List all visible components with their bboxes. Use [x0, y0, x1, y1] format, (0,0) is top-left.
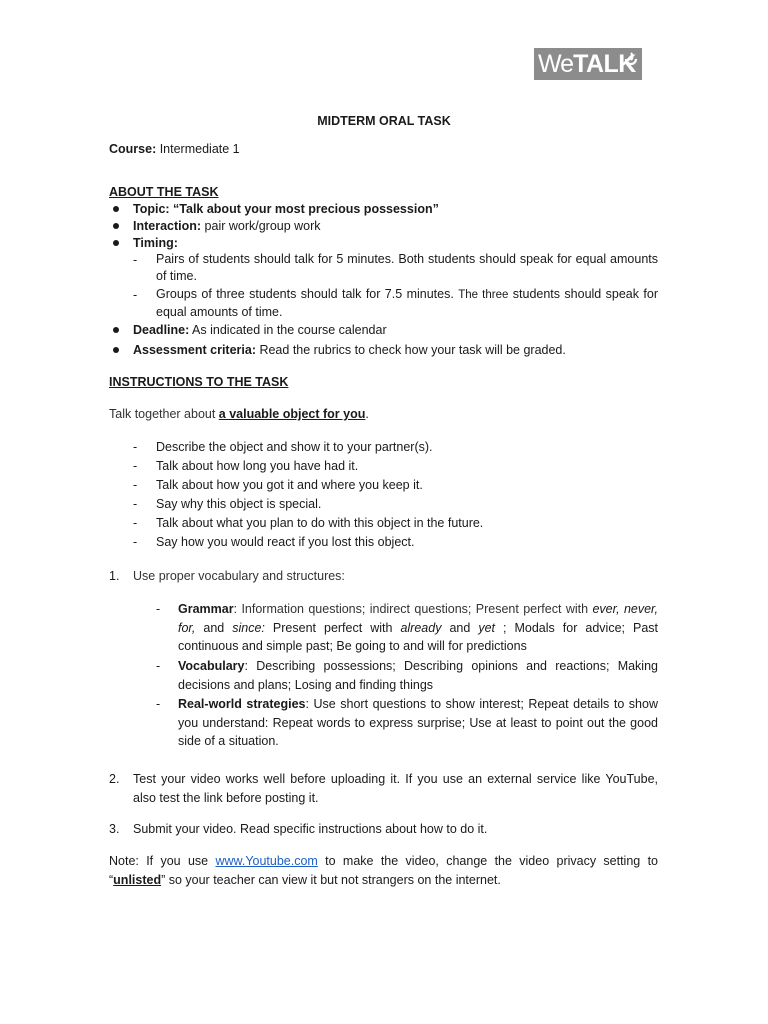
youtube-link[interactable]: www.Youtube.com [215, 854, 318, 868]
about-heading: ABOUT THE TASK [109, 185, 219, 199]
list-item: Talk about how you got it and where you keep it. [156, 478, 423, 492]
instructions-intro: Talk together about a valuable object for you. [109, 407, 369, 421]
topic-line: Topic: “Talk about your most precious possession” [133, 202, 439, 216]
step1-text: Use proper vocabulary and structures: [133, 569, 345, 583]
step1-number: 1. [109, 569, 120, 583]
timing-pairs: Pairs of students should talk for 5 minutes. Both students should speak for equal amounts of time. [156, 252, 658, 283]
dash-marker: - [156, 602, 161, 616]
note-paragraph: Note: If you use www.Youtube.com to make the video, change the video privacy setting to “unlisted” so your teacher can view it but not strangers on the internet. [109, 854, 658, 887]
logo-text: WeTALK [538, 50, 636, 78]
interaction-line: Interaction: pair work/group work [133, 219, 321, 233]
grammar-item: Grammar: Information questions; indirect questions; Present perfect with ever, never, for, and since: Present perfect with already and yet ; Modals for advice; Past continuous and simple past; Be going to and will for predictions [178, 602, 659, 653]
bullet-icon [113, 347, 119, 353]
step2-number: 2. [109, 772, 120, 786]
dash-marker: - [133, 253, 138, 267]
bullet-icon [113, 327, 119, 333]
dash-marker: - [133, 478, 138, 492]
dash-marker: - [156, 697, 161, 711]
bullet-icon [113, 206, 119, 212]
step2-text: Test your video works well before uploading it. If you use an external service like YouTube, also test the link before posting it. [133, 772, 658, 805]
dash-marker: - [156, 659, 161, 673]
instructions-heading: INSTRUCTIONS TO THE TASK [109, 375, 289, 389]
dash-marker: - [133, 288, 138, 302]
list-item: Say how you would react if you lost this object. [156, 535, 415, 549]
bullet-icon [113, 240, 119, 246]
wetalk-logo [534, 48, 642, 80]
list-item: Talk about how long you have had it. [156, 459, 359, 473]
strategies-item: Real-world strategies: Use short questions to show interest; Repeat details to show you understand: Repeat words to express surprise; Use at least to point out the good side of a situation. [178, 697, 658, 748]
list-item: Talk about what you plan to do with this object in the future. [156, 516, 484, 530]
deadline-line: Deadline: As indicated in the course calendar [133, 323, 387, 337]
vocabulary-item: Vocabulary: Describing possessions; Describing opinions and reactions; Making decisions and plans; Losing and finding things [178, 659, 658, 692]
logo-swirl-icon [623, 52, 639, 68]
timing-groups: Groups of three students should talk for 7.5 minutes. The three students should speak for equal amounts of time. [156, 287, 658, 319]
timing-line: Timing: [133, 236, 178, 250]
dash-marker: - [133, 459, 138, 473]
list-item: Describe the object and show it to your partner(s). [156, 440, 433, 454]
bullet-icon [113, 223, 119, 229]
dash-marker: - [133, 516, 138, 530]
step3-text: Submit your video. Read specific instructions about how to do it. [133, 822, 488, 836]
dash-marker: - [133, 535, 138, 549]
assessment-line: Assessment criteria: Read the rubrics to check how your task will be graded. [133, 343, 566, 357]
dash-marker: - [133, 497, 138, 511]
list-item: Say why this object is special. [156, 497, 322, 511]
step3-number: 3. [109, 822, 120, 836]
course-line: Course: Intermediate 1 [109, 142, 240, 156]
page-title: MIDTERM ORAL TASK [317, 114, 451, 128]
dash-marker: - [133, 440, 138, 454]
